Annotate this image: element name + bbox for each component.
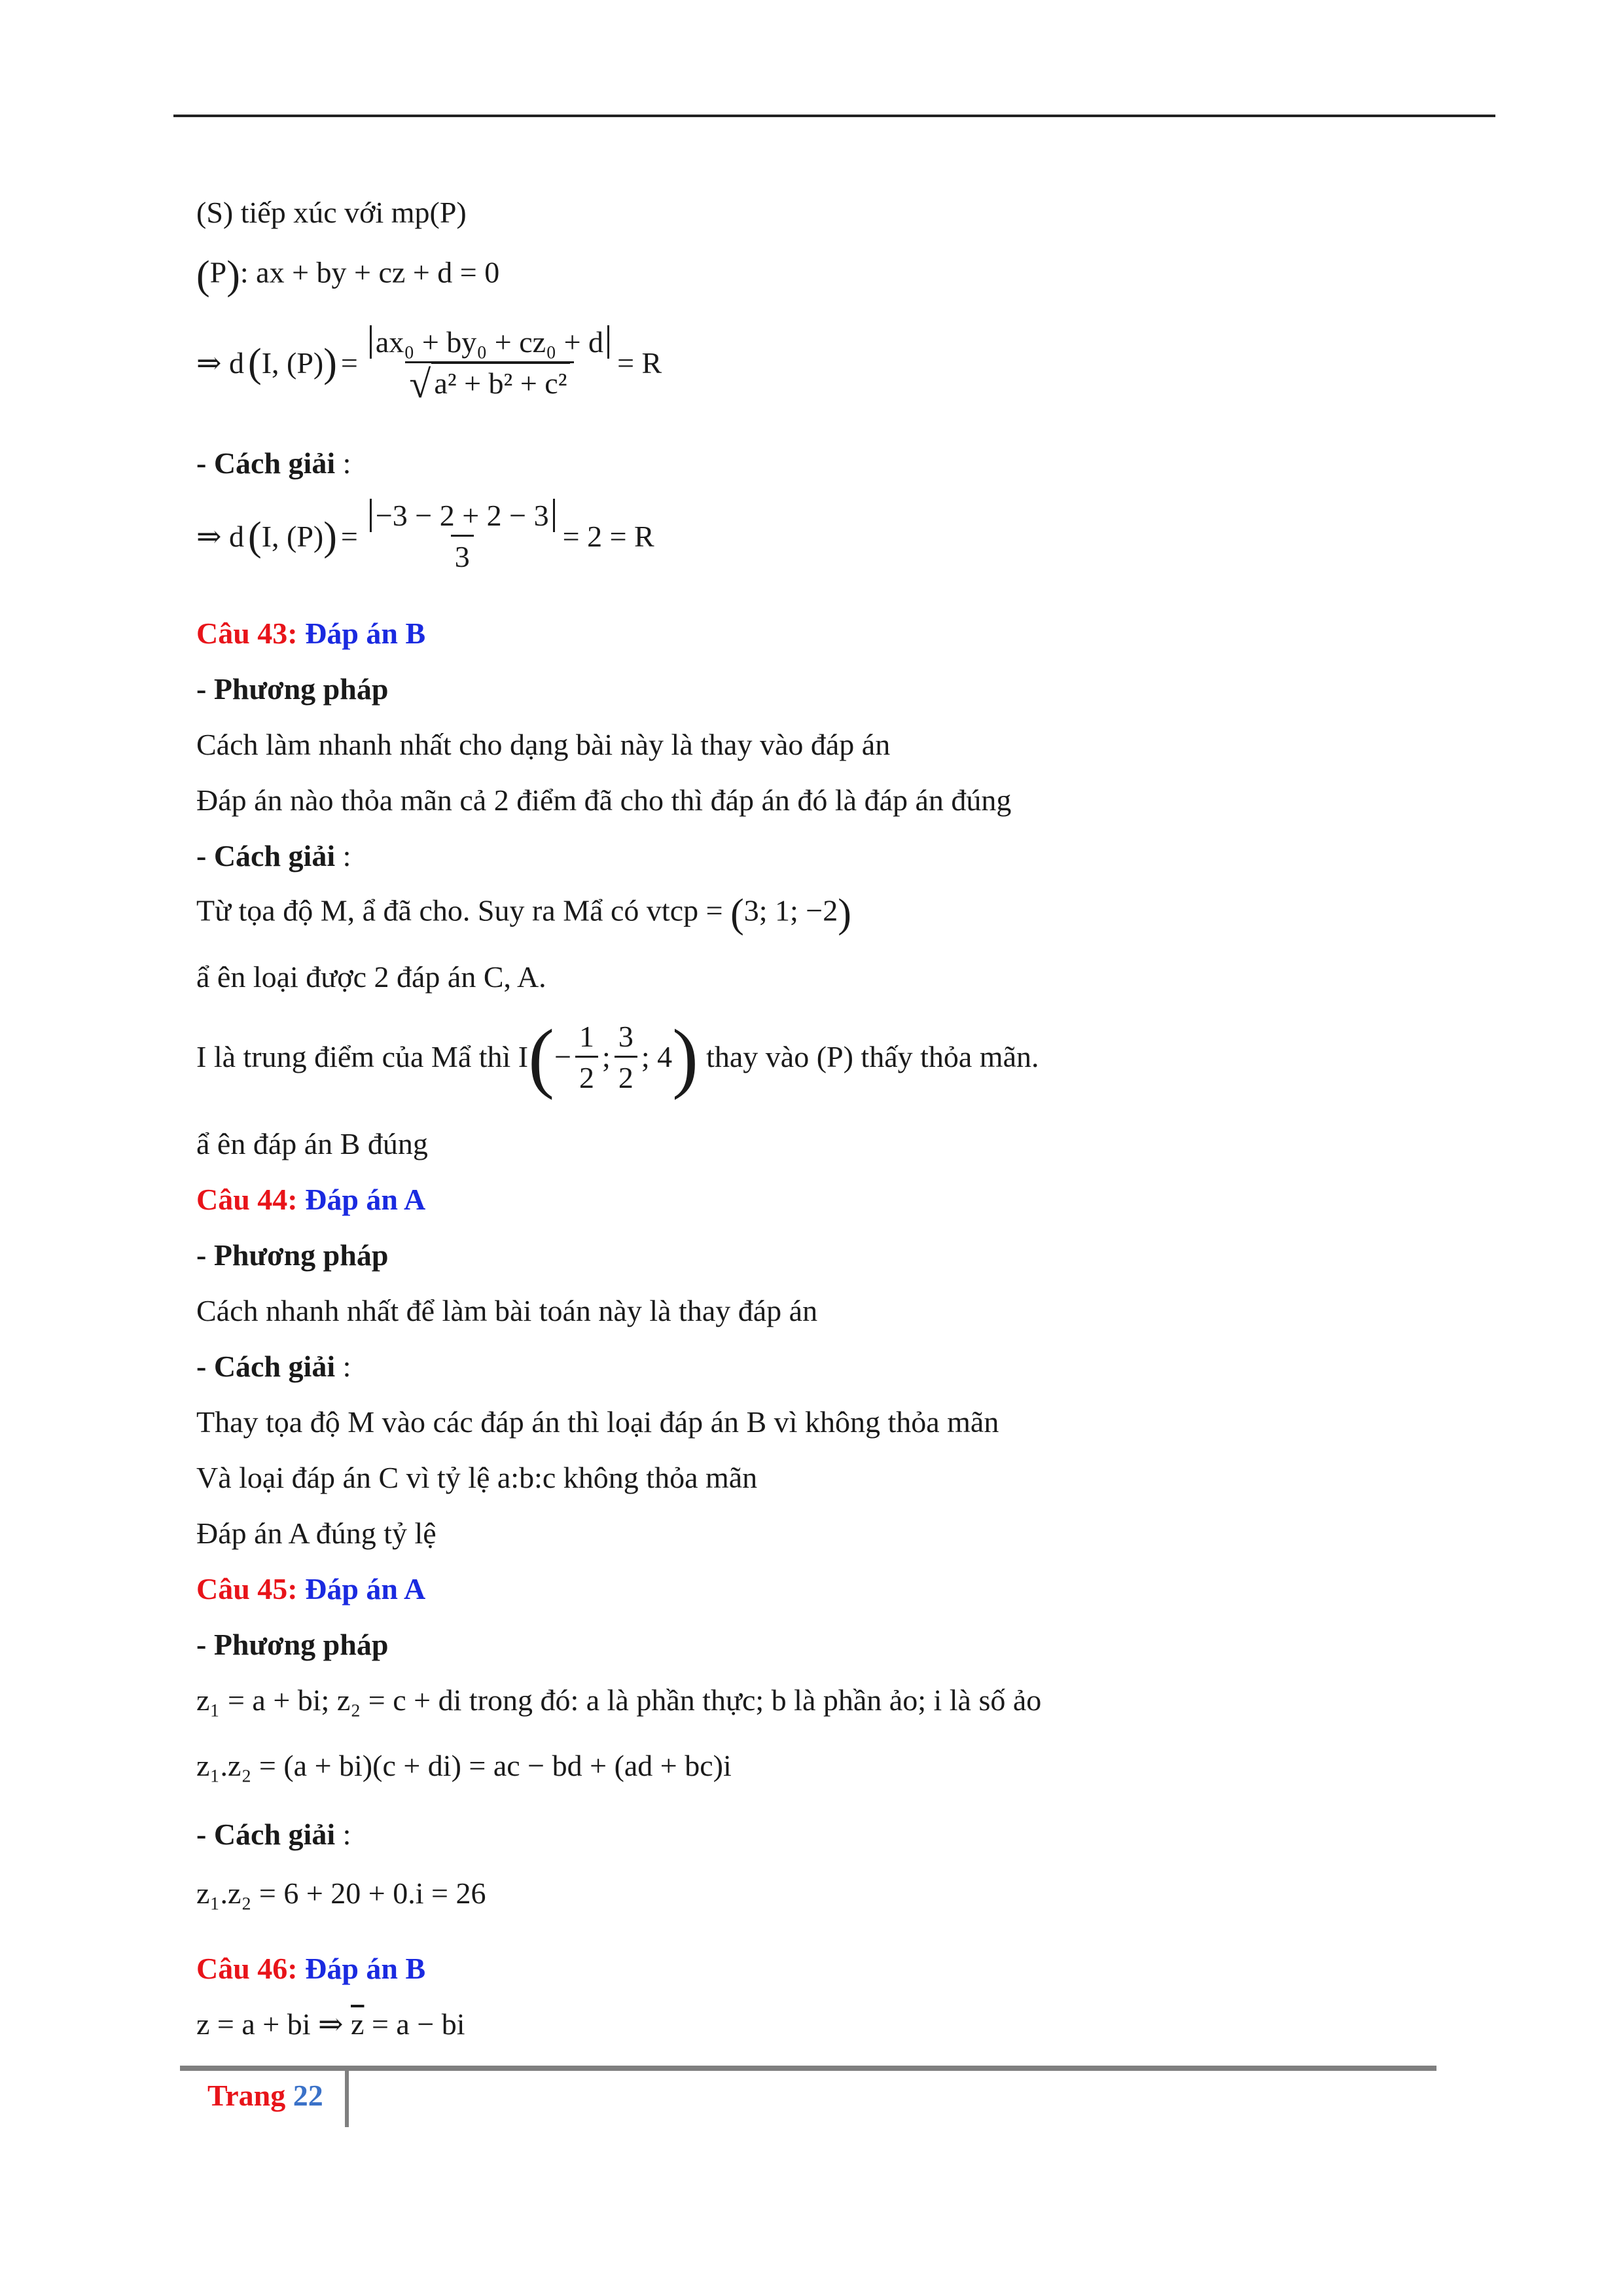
section-label: - Cách giải :	[196, 839, 351, 872]
plane-equation: (P): ax + by + cz + d = 0	[196, 253, 500, 298]
text-line: Từ tọa độ M, ẩ đã cho. Suy ra Mẩ có vtcp = (3; 1; −2)	[196, 891, 851, 936]
text-line	[196, 198, 467, 228]
tangent-condition: (S) tiếp xúc với mp(P)	[196, 196, 467, 229]
method-label: - Phương pháp	[196, 1238, 389, 1272]
question-44-heading: Câu 44: Đáp án A	[196, 1183, 426, 1216]
section-label: - Cách giải :	[196, 1818, 351, 1851]
text-line: Thay tọa độ M vào các đáp án thì loại đáp án B vì không thỏa mãn	[196, 1405, 999, 1439]
text-line: ẩ ên đáp án B đúng	[196, 1127, 428, 1160]
header-rule	[173, 115, 1495, 117]
text-line: Đáp án nào thỏa mãn cả 2 điểm đã cho thì đáp án đó là đáp án đúng	[196, 783, 1012, 817]
method-label: - Phương pháp	[196, 1628, 389, 1661]
text-line: ẩ ên loại được 2 đáp án C, A.	[196, 960, 546, 994]
distance-fraction: ax₀ + by₀ + cz₀ + d √ a² + b² + c²	[366, 327, 613, 399]
distance-calculation: ⇒ d ( I, (P) ) = $\frac{-3 - 2 + 2 - 3}{3}$ = 2 = R	[196, 499, 654, 573]
method-label: - Phương pháp	[196, 672, 389, 706]
text-line: Và loại đáp án C vì tỷ lệ a:b:c không thỏa mãn	[196, 1461, 758, 1494]
midpoint-line: I là trung điểm của Mẩ thì I ( − $\frac{1}{2}$ ; $\frac{3}{2}$ ; 4 ) thay vào (P) thấy thỏa mãn.	[196, 1013, 1039, 1100]
complex-product-formula: z₁.z₂ = (a + bi)(c + di) = ac − bd + (ad + bc)i	[196, 1749, 732, 1782]
text-line: Cách nhanh nhất để làm bài toán này là thay đáp án	[196, 1294, 818, 1327]
complex-definition: z₁ = a + bi; z₂ = c + di trong đó: a là phần thực; b là phần ảo; i là số ảo	[196, 1683, 1042, 1717]
page-number: Trang 22	[207, 2079, 323, 2112]
section-label: - Cách giải :	[196, 446, 351, 480]
footer-divider	[345, 2068, 349, 2127]
question-43-heading: Câu 43: Đáp án B	[196, 617, 426, 650]
text-line: Đáp án A đúng tỷ lệ	[196, 1516, 437, 1550]
footer-rule	[180, 2066, 1436, 2071]
question-45-heading: Câu 45: Đáp án A	[196, 1572, 426, 1605]
conjugate-line: z = a + bi ⇒ $\overline{z} = a$ − bi	[196, 2007, 465, 2041]
complex-product-calc: z₁.z₂ = 6 + 20 + 0.i = 26	[196, 1876, 486, 1910]
section-label: - Cách giải :	[196, 1350, 351, 1383]
text-line: Cách làm nhanh nhất cho dạng bài này là thay vào đáp án	[196, 728, 891, 761]
calc-fraction: $\frac{-3 - 2 + 2 - 3}{3}$	[366, 501, 559, 572]
question-46-heading: Câu 46: Đáp án B	[196, 1952, 426, 1985]
distance-formula: ⇒ d ( I, (P) ) = ax₀ + by₀ + cz₀ + d √ a² + b² + c² = R	[196, 325, 662, 406]
